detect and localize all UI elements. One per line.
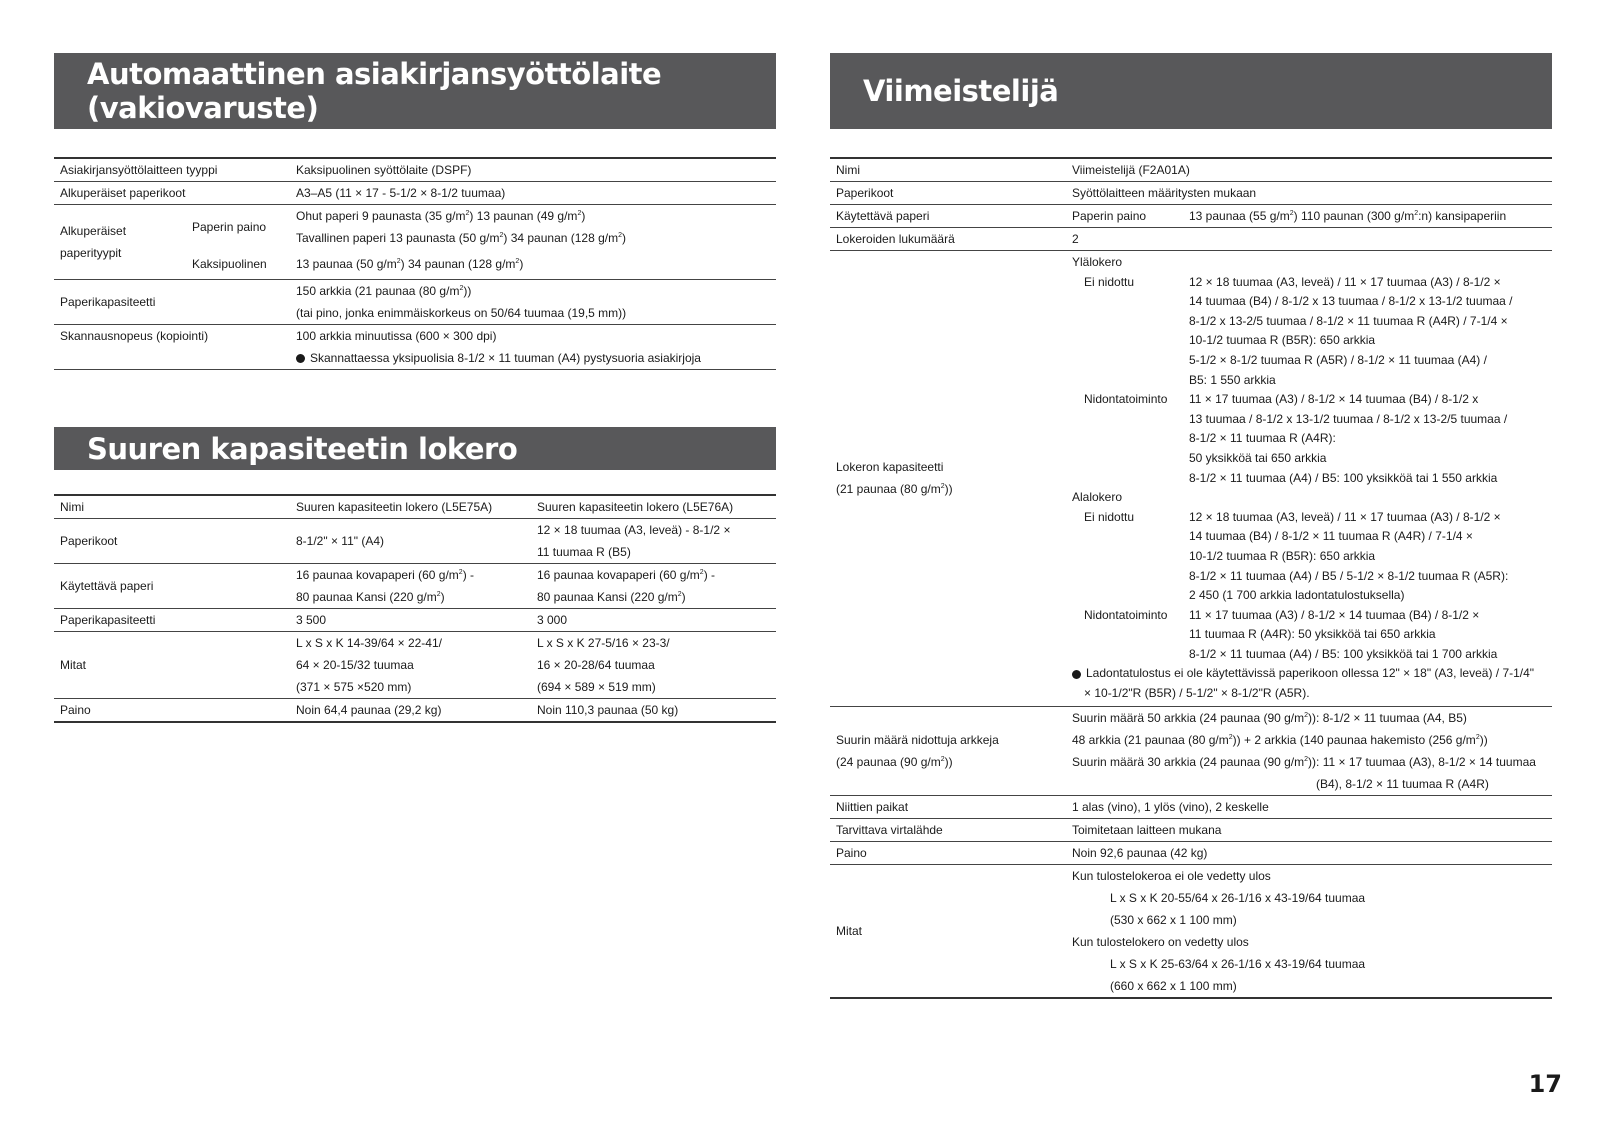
paper-a-2: 80 paunaa Kansi (220 $g/m^2$) xyxy=(296,590,445,604)
row-label: Käytettävä paperi xyxy=(830,205,1066,228)
lower-unstapled-block xyxy=(1072,508,1552,606)
line: 12 × 18 tuumaa (A3, leveä) / 11 × 17 tuumaa (A3) / 8-1/2 × xyxy=(1189,509,1501,524)
upper-unstapled-block xyxy=(1072,273,1552,391)
row-label: Paperikoot xyxy=(830,182,1066,205)
lct-title: Suuren kapasiteetin lokero xyxy=(87,431,518,466)
lower-stapled-block xyxy=(1072,606,1552,665)
cell-a: Noin 64,4 paunaa (29,2 kg) xyxy=(290,699,531,723)
cell-b xyxy=(531,519,776,564)
left-column xyxy=(54,53,776,723)
table-row xyxy=(54,632,776,699)
row-label: Nimi xyxy=(54,495,290,519)
line: 14 tuumaa (B4) / 8-1/2 x 13 tuumaa / 8-1/2 x 13-1/2 tuumaa / xyxy=(1189,294,1513,309)
row-label: Lokeroiden lukumäärä xyxy=(830,228,1066,251)
row-label: Mitat xyxy=(830,864,1066,998)
lower-stapled-lines xyxy=(1189,606,1497,665)
cap-value-1: 150 arkkia (21 paunaa (80 $g/m^2$)) xyxy=(296,284,472,298)
line: 8-1/2 × 11 tuumaa R (A4R): xyxy=(1189,431,1336,446)
table-row xyxy=(54,325,776,370)
row-label xyxy=(54,205,186,280)
row-value: Syöttölaitteen määritysten mukaan xyxy=(1066,182,1552,205)
sub-label: Paperin paino xyxy=(1066,205,1183,228)
weight-value-1: Ohut paperi 9 paunasta (35 $g/m^2$) 13 paunan (49 $g/m^2$) xyxy=(296,209,586,223)
cell-b xyxy=(531,632,776,699)
row-value: 13 paunaa (55 $g/m^2$) 110 paunan (300 $g/m^2:n$) kansipaperiin xyxy=(1183,205,1552,228)
row-label: Paperikapasiteetti xyxy=(54,609,290,632)
cell-a: Suuren kapasiteetin lokero (L5E75A) xyxy=(290,495,531,519)
scan-value-2 xyxy=(296,347,776,369)
upper-stapled-lines xyxy=(1189,390,1507,488)
tray-cap-value xyxy=(1066,251,1552,707)
stacking-note xyxy=(1072,664,1552,684)
line: 11 × 17 tuumaa (A3) / 8-1/2 × 14 tuumaa (B4) / 8-1/2 x xyxy=(1189,392,1479,407)
finisher-section-header xyxy=(830,53,1552,129)
row-value xyxy=(1066,864,1552,998)
line: 11 × 17 tuumaa (A3) / 8-1/2 × 14 tuumaa (B4) / 8-1/2 × xyxy=(1189,607,1480,622)
right-column xyxy=(830,53,1552,999)
line: 8-1/2 × 11 tuumaa (A4) / B5 / 5-1/2 × 8-1/2 tuumaa R (A5R): xyxy=(1189,568,1509,583)
bullet-icon xyxy=(296,354,305,363)
note-line-1: Ladontatulostus ei ole käytettävissä paperikoon ollessa 12" × 18" (A3, leveä) / 7-1/4" xyxy=(1086,666,1535,681)
table-row xyxy=(830,205,1552,228)
line: 5-1/2 × 8-1/2 tuumaa R (A5R) / 8-1/2 × 11 tuumaa (A4) / xyxy=(1189,352,1487,367)
sub-label: Kaksipuolinen xyxy=(186,249,290,280)
weight-value-2: Tavallinen paperi 13 paunasta (50 $g/m^2$) 34 paunan (128 $g/m^2$) xyxy=(296,231,627,245)
lct-spec-table xyxy=(54,494,776,723)
row-value: 2 xyxy=(1066,228,1552,251)
stapling-label: Nidontatoiminto xyxy=(1084,392,1168,407)
dim-line-6: (660 x 662 x 1 100 mm) xyxy=(1110,978,1237,993)
row-value xyxy=(290,325,776,370)
line: 8-1/2 × 11 tuumaa (A4) / B5: 100 yksikköä tai 1 700 arkkia xyxy=(1189,646,1498,661)
staple-value-1: Suurin määrä 50 arkkia (24 paunaa (90 $g/m^2$)): 8-1/2 × 11 tuumaa (A4, B5) xyxy=(1072,710,1467,725)
line: 14 tuumaa (B4) / 8-1/2 × 11 tuumaa R (A4R) / 7-1/4 × xyxy=(1189,529,1473,544)
row-label: Paperikapasiteetti xyxy=(54,280,290,325)
table-row xyxy=(54,280,776,325)
dim-a-1: L x S x K 14-39/64 × 22-41/ xyxy=(296,636,442,650)
line: 12 × 18 tuumaa (A3, leveä) / 11 × 17 tuumaa (A3) / 8-1/2 × xyxy=(1189,274,1501,289)
table-row xyxy=(54,495,776,519)
table-row xyxy=(830,182,1552,205)
page-number: 17 xyxy=(1528,1070,1562,1098)
row-value xyxy=(290,205,776,250)
line: 2 450 (1 700 arkkia ladontatulostuksella) xyxy=(1189,588,1405,603)
staple-label-2: (24 paunaa (90 $g/m^2$)) xyxy=(836,754,953,769)
table-row xyxy=(830,706,1552,795)
finisher-spec-table xyxy=(830,157,1552,999)
table-row xyxy=(54,519,776,564)
row-label: Paino xyxy=(54,699,290,723)
note-line-2: × 10-1/2"R (B5R) / 5-1/2" × 8-1/2"R (A5R). xyxy=(1084,686,1310,701)
sizes-b-2: 11 tuumaa R (B5) xyxy=(537,545,631,559)
cell-a: 8-1/2" × 11" (A4) xyxy=(290,519,531,564)
row-label xyxy=(830,706,1066,795)
types-label-l2: paperityypit xyxy=(60,246,122,260)
adf-title-line2: (vakiovaruste) xyxy=(87,91,319,125)
dim-b-1: L x S x K 27-5/16 × 23-3/ xyxy=(537,636,670,650)
dim-a-2: 64 × 20-15/32 tuumaa xyxy=(296,658,414,672)
table-row xyxy=(54,182,776,205)
cell-b: Noin 110,3 paunaa (50 kg) xyxy=(531,699,776,723)
line: 11 tuumaa R (A4R): 50 yksikköä tai 650 arkkia xyxy=(1189,627,1436,642)
table-row xyxy=(830,795,1552,818)
paper-a-1: 16 paunaa kovapaperi (60 $g/m^2$) - xyxy=(296,568,475,582)
row-value: Kaksipuolinen syöttölaite (DSPF) xyxy=(290,158,776,182)
tray-cap-label-1: Lokeron kapasiteetti xyxy=(836,460,944,475)
table-row xyxy=(830,864,1552,998)
row-value: Noin 92,6 paunaa (42 kg) xyxy=(1066,841,1552,864)
table-row xyxy=(54,158,776,182)
row-label xyxy=(830,251,1066,707)
lower-tray-label: Alalokero xyxy=(1072,490,1123,505)
dim-a-3: (371 × 575 ×520 mm) xyxy=(296,680,412,694)
sub-label: Paperin paino xyxy=(192,220,267,234)
staple-value-2: 48 arkkia (21 paunaa (80 $g/m^2)) + 2$ arkkia (140 paunaa hakemisto (256 $g/m^2$)) xyxy=(1072,732,1488,747)
line: 13 tuumaa / 8-1/2 x 13-1/2 tuumaa / 8-1/2 x 13-2/5 tuumaa / xyxy=(1189,411,1508,426)
table-row xyxy=(830,228,1552,251)
adf-spec-table xyxy=(54,157,776,370)
upper-unstapled-lines xyxy=(1189,273,1513,391)
row-value xyxy=(1066,706,1552,795)
lct-section-header xyxy=(54,427,776,470)
paper-b-2: 80 paunaa Kansi (220 $g/m^2$) xyxy=(537,590,686,604)
dim-b-3: (694 × 589 × 519 mm) xyxy=(537,680,656,694)
row-label: Asiakirjansyöttölaitteen tyyppi xyxy=(54,158,290,182)
table-row xyxy=(54,564,776,609)
cap-value-2: (tai pino, jonka enimmäiskorkeus on 50/64 tuumaa (19,5 mm)) xyxy=(296,306,627,320)
dim-line-5: L x S x K 25-63/64 x 26-1/16 x 43-19/64 tuumaa xyxy=(1110,956,1366,971)
bullet-icon xyxy=(1072,670,1081,679)
row-label: Skannausnopeus (kopiointi) xyxy=(54,325,290,370)
table-row xyxy=(830,841,1552,864)
line: 50 yksikköä tai 650 arkkia xyxy=(1189,450,1327,465)
line: 10-1/2 tuumaa R (B5R): 650 arkkia xyxy=(1189,333,1376,348)
table-row xyxy=(830,251,1552,707)
paper-b-1: 16 paunaa kovapaperi (60 $g/m^2$) - xyxy=(537,568,716,582)
tray-cap-label-2: (21 paunaa (80 $g/m^2$)) xyxy=(836,482,953,497)
row-label: Tarvittava virtalähde xyxy=(830,818,1066,841)
table-row xyxy=(830,158,1552,182)
table-row xyxy=(54,205,776,250)
line: 8-1/2 x 13-2/5 tuumaa / 8-1/2 × 11 tuumaa R (A4R) / 7-1/4 × xyxy=(1189,313,1508,328)
adf-title-line1: Automaattinen asiakirjansyöttölaite xyxy=(87,57,662,91)
cell-a xyxy=(290,564,531,609)
row-value: Toimitetaan laitteen mukana xyxy=(1066,818,1552,841)
row-value: 13 paunaa (50 $g/m^2$) 34 paunan (128 $g/m^2$) xyxy=(290,249,776,280)
table-row xyxy=(830,818,1552,841)
scan-note: Skannattaessa yksipuolisia 8-1/2 × 11 tuuman (A4) pystysuoria asiakirjoja xyxy=(310,351,701,365)
line: B5: 1 550 arkkia xyxy=(1189,372,1276,387)
row-value: Viimeistelijä (F2A01A) xyxy=(1066,158,1552,182)
table-row xyxy=(54,609,776,632)
table-row xyxy=(54,699,776,723)
upper-tray-label: Ylälokero xyxy=(1072,255,1123,269)
row-label: Niittien paikat xyxy=(830,795,1066,818)
dim-line-1: Kun tulostelokeroa ei ole vedetty ulos xyxy=(1072,868,1271,883)
row-value: A3–A5 (11 × 17 - 5-1/2 × 8-1/2 tuumaa) xyxy=(290,182,776,205)
sizes-b-1: 12 × 18 tuumaa (A3, leveä) - 8-1/2 × xyxy=(537,523,731,537)
cell-a: 3 500 xyxy=(290,609,531,632)
stapling-label: Nidontatoiminto xyxy=(1084,607,1168,622)
unstapled-label: Ei nidottu xyxy=(1084,274,1135,289)
row-label: Alkuperäiset paperikoot xyxy=(54,182,290,205)
cell-b xyxy=(531,564,776,609)
adf-section-header xyxy=(54,53,776,129)
staple-label-1: Suurin määrä nidottuja arkkeja xyxy=(836,732,999,747)
cell-b: Suuren kapasiteetin lokero (L5E76A) xyxy=(531,495,776,519)
types-label-l1: Alkuperäiset xyxy=(60,224,127,238)
dim-b-2: 16 × 20-28/64 tuumaa xyxy=(537,658,655,672)
line: 8-1/2 × 11 tuumaa (A4) / B5: 100 yksikköä tai 1 550 arkkia xyxy=(1189,470,1498,485)
cell-a xyxy=(290,632,531,699)
staple-value-3: Suurin määrä 30 arkkia (24 paunaa (90 $g/m^2$)): 11 × 17 tuumaa (A3), 8-1/2 × 14 tuumaa xyxy=(1072,754,1536,769)
upper-stapled-block xyxy=(1072,390,1552,488)
unstapled-label: Ei nidottu xyxy=(1084,509,1135,524)
scan-value-1: 100 arkkia minuutissa (600 × 300 dpi) xyxy=(296,329,497,343)
dim-line-2: L x S x K 20-55/64 x 26-1/16 x 43-19/64 tuumaa xyxy=(1110,890,1366,905)
row-label: Mitat xyxy=(54,632,290,699)
row-value xyxy=(290,280,776,325)
row-value: 1 alas (vino), 1 ylös (vino), 2 keskelle xyxy=(1066,795,1552,818)
cell-b: 3 000 xyxy=(531,609,776,632)
staple-value-4: (B4), 8-1/2 × 11 tuumaa R (A4R) xyxy=(1316,776,1489,791)
dim-line-4: Kun tulostelokero on vedetty ulos xyxy=(1072,934,1249,949)
dim-line-3: (530 x 662 x 1 100 mm) xyxy=(1110,912,1237,927)
lower-unstapled-lines xyxy=(1189,508,1508,606)
finisher-title: Viimeistelijä xyxy=(863,74,1059,108)
row-label: Paino xyxy=(830,841,1066,864)
row-label: Nimi xyxy=(830,158,1066,182)
row-label: Käytettävä paperi xyxy=(54,564,290,609)
row-label: Paperikoot xyxy=(54,519,290,564)
line: 10-1/2 tuumaa R (B5R): 650 arkkia xyxy=(1189,548,1376,563)
